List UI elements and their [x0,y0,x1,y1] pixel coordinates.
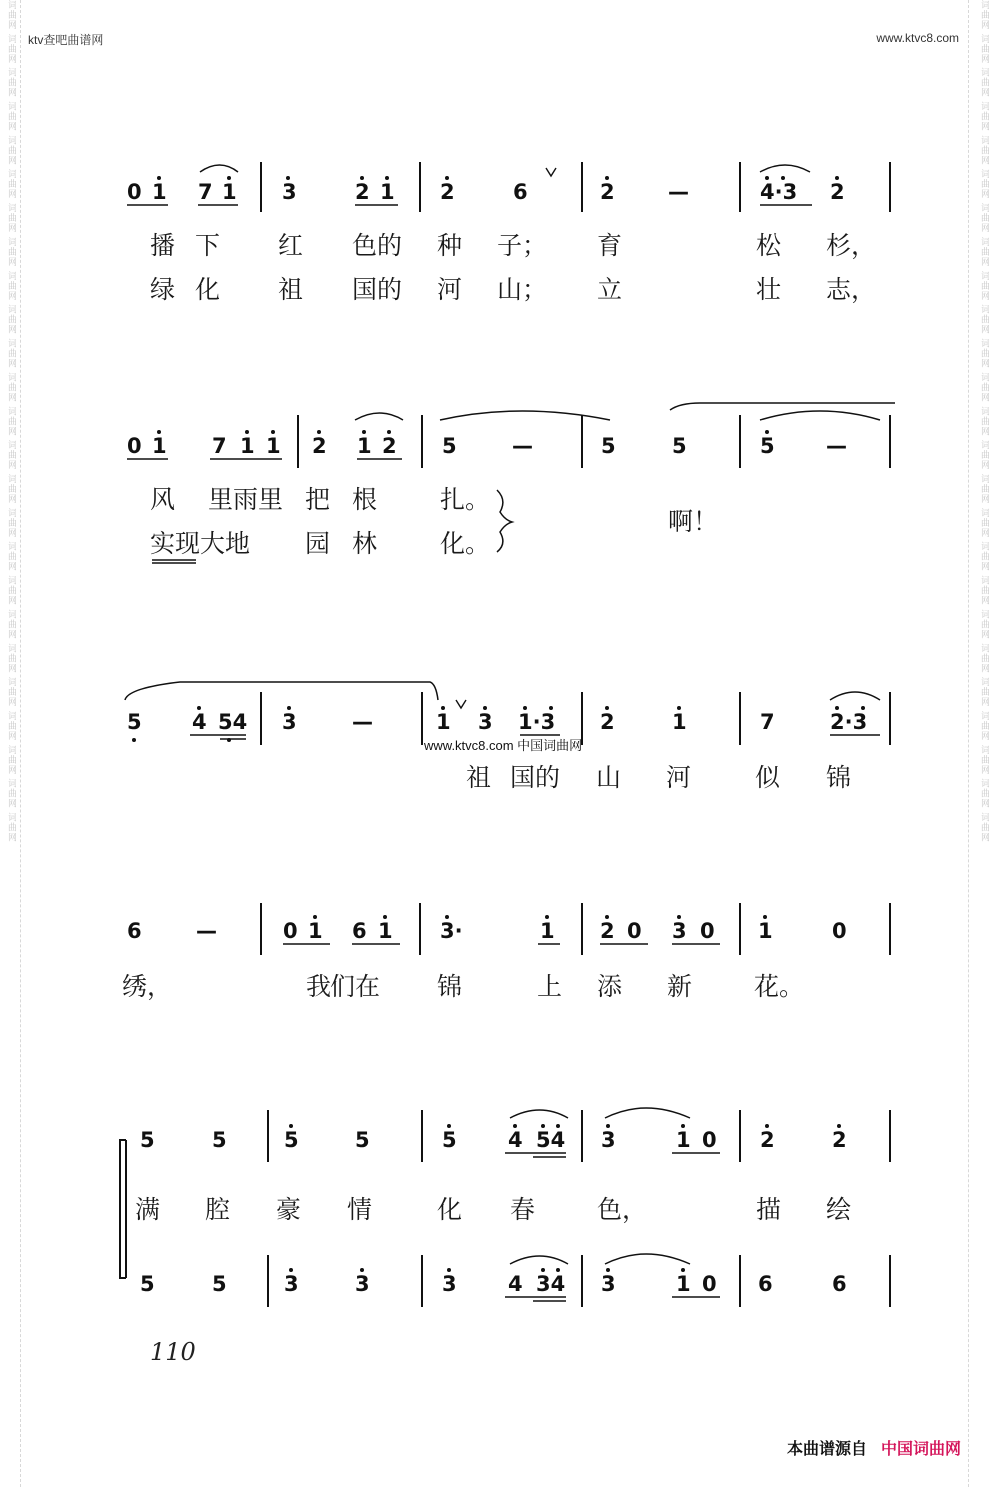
note: 4 [192,710,207,734]
note: 0 [700,919,715,943]
lyric: 添 [597,972,623,1001]
lyric: 绿 [150,275,176,304]
page-number: 110 [150,1338,196,1366]
note: 2·3 [830,710,868,734]
note: 5 [672,434,687,458]
system-3-notes [127,710,867,734]
note: 5 [760,434,775,458]
note: 1 [266,434,281,458]
note: 0 [283,919,298,943]
lyric: 化。 [440,529,491,558]
note: 1 [222,180,237,204]
note: 4·3 [760,180,798,204]
lyric: 种 [437,231,463,260]
note: 3 [282,710,297,734]
lyric: 化 [195,275,221,304]
lyric: 河 [666,763,692,792]
note: 2 [355,180,370,204]
lyric: 祖 [278,275,304,304]
lyric: 下 [195,231,221,260]
note: 7 [212,434,227,458]
note: 1 [672,710,687,734]
note: 2 [382,434,397,458]
system-1-lyrics-verse-1 [150,231,876,260]
lyric: 河 [437,275,463,304]
lyric: 春 [510,1195,536,1224]
lyric: 上 [537,972,563,1001]
footer-brand-link[interactable]: 中国词曲网 [880,1439,961,1458]
lyric: 腔 [205,1195,231,1224]
note: 2 [832,1128,847,1152]
lyric: 锦 [826,763,852,792]
note: 2 [760,1128,775,1152]
note: 6 [352,919,367,943]
note: 0 [832,919,847,943]
lyric: 国的 [352,275,403,304]
note: 1 [152,180,167,204]
note: 3· [440,919,463,943]
system-5-lyrics [135,1195,851,1224]
lyric: 豪 [276,1195,302,1224]
note: 5 [355,1128,370,1152]
lyric: 红 [278,231,304,260]
lyric: 育 [597,231,623,260]
header-site-name: ktv查吧曲谱网 [28,33,104,47]
note: 1·3 [518,710,556,734]
note: — [196,919,217,943]
note: 3 [601,1128,616,1152]
note: 5 [442,1128,457,1152]
note: 0 [127,434,142,458]
system-4-lyrics [122,972,804,1001]
lyric: 绣， [122,972,173,1001]
note: — [512,434,533,458]
lyric-interjection: 啊！ [668,507,719,536]
note: 1 [378,919,393,943]
note: 34 [536,1272,566,1296]
note: 1 [357,434,372,458]
lyric: 杉， [826,231,877,260]
note: 7 [760,710,775,734]
lyric: 扎。 [440,485,491,514]
lyric: 壮 [756,275,782,304]
system-1-lyrics-verse-2 [150,275,876,304]
note: 1 [676,1272,691,1296]
lyric: 我 [306,972,332,1001]
note: 3 [442,1272,457,1296]
note: 7 [198,180,213,204]
note: 2 [830,180,845,204]
note: — [826,434,847,458]
note: 5 [442,434,457,458]
lyric: 播 [150,231,176,260]
lyric: 山； [497,275,548,304]
lyric: 情 [347,1195,373,1224]
inline-watermark: www.ktvc8.com 中国词曲网 [424,738,583,753]
note: 1 [380,180,395,204]
note: 54 [536,1128,566,1152]
note: 3 [601,1272,616,1296]
note: 2 [312,434,327,458]
note: 3 [282,180,297,204]
note: 2 [440,180,455,204]
note: 1 [308,919,323,943]
lyric: 把 [305,485,331,514]
note: 1 [152,434,167,458]
note: 0 [627,919,642,943]
note: 54 [218,710,248,734]
system-2-lyrics-verse-1 [150,485,490,514]
lyric: 国的 [510,763,561,792]
system-3-lyrics [466,763,851,792]
lyric: 立 [597,275,623,304]
note: 3 [672,919,687,943]
note: 0 [702,1128,717,1152]
lyric: 描 [756,1195,782,1224]
note: 0 [702,1272,717,1296]
note: 2 [600,710,615,734]
note: 3 [478,710,493,734]
note: 1 [758,919,773,943]
note: 5 [127,710,142,734]
side-watermark-right: 词曲网 词曲网 词曲网 词曲网 词曲网 词曲网 词曲网 词曲网 词曲网 词曲网 词曲网 词曲网 词曲网 词曲网 词曲网 词曲网 词曲网 词曲网 词曲网 词曲网 词曲网 词曲网 词曲网 词曲网 词曲网 [979,0,989,843]
note: 2 [600,919,615,943]
note: 0 [127,180,142,204]
lyric: 山 [596,763,622,792]
lyric: 花。 [754,972,805,1001]
note: 5 [284,1128,299,1152]
system-4-notes [127,919,847,943]
lyric: 子； [497,231,548,260]
note: 5 [212,1128,227,1152]
lyric: 志， [826,275,877,304]
note: 2 [600,180,615,204]
system-1-notes [127,180,845,204]
lyric: 松 [756,231,782,260]
note: 3 [284,1272,299,1296]
note: 5 [601,434,616,458]
note: 5 [140,1272,155,1296]
note: 1 [540,919,555,943]
note: 4 [508,1272,523,1296]
lyric: 根 [352,485,378,514]
lyric: 园 [305,529,331,558]
note: 6 [513,180,528,204]
note: — [668,180,689,204]
side-watermark-left: 词曲网 词曲网 词曲网 词曲网 词曲网 词曲网 词曲网 词曲网 词曲网 词曲网 词曲网 词曲网 词曲网 词曲网 词曲网 词曲网 词曲网 词曲网 词曲网 词曲网 词曲网 词曲网 词曲网 词曲网 词曲网 [6,0,16,843]
note: 6 [127,919,142,943]
lyric: 里雨里 [208,485,284,514]
note: 6 [832,1272,847,1296]
note: 5 [212,1272,227,1296]
footer-source [787,1436,961,1459]
note: 5 [140,1128,155,1152]
system-2-lyrics-verse-2 [150,529,490,558]
note: 1 [676,1128,691,1152]
lyric: 色的 [352,231,403,260]
lyric: 似 [755,763,781,792]
lyric: 们在 [330,972,381,1001]
lyric: 祖 [466,763,492,792]
lyric: 满 [135,1195,161,1224]
note: 3 [355,1272,370,1296]
header-site-url[interactable]: www.ktvc8.com [876,31,959,45]
lyric: 风 [150,485,176,514]
note: 1 [240,434,255,458]
footer-source-label: 本曲谱源自 [786,1439,867,1458]
lyric: 色， [597,1195,648,1224]
note: — [352,710,373,734]
note: 1 [436,710,451,734]
note: 4 [508,1128,523,1152]
lyric: 锦 [437,972,463,1001]
lyric: 实现大地 [150,529,251,558]
note: 6 [758,1272,773,1296]
lyric: 新 [667,972,693,1001]
lyric: 林 [352,529,378,558]
verse-brace [497,490,512,552]
lyric: 绘 [826,1195,852,1224]
lyric: 化 [437,1195,463,1224]
